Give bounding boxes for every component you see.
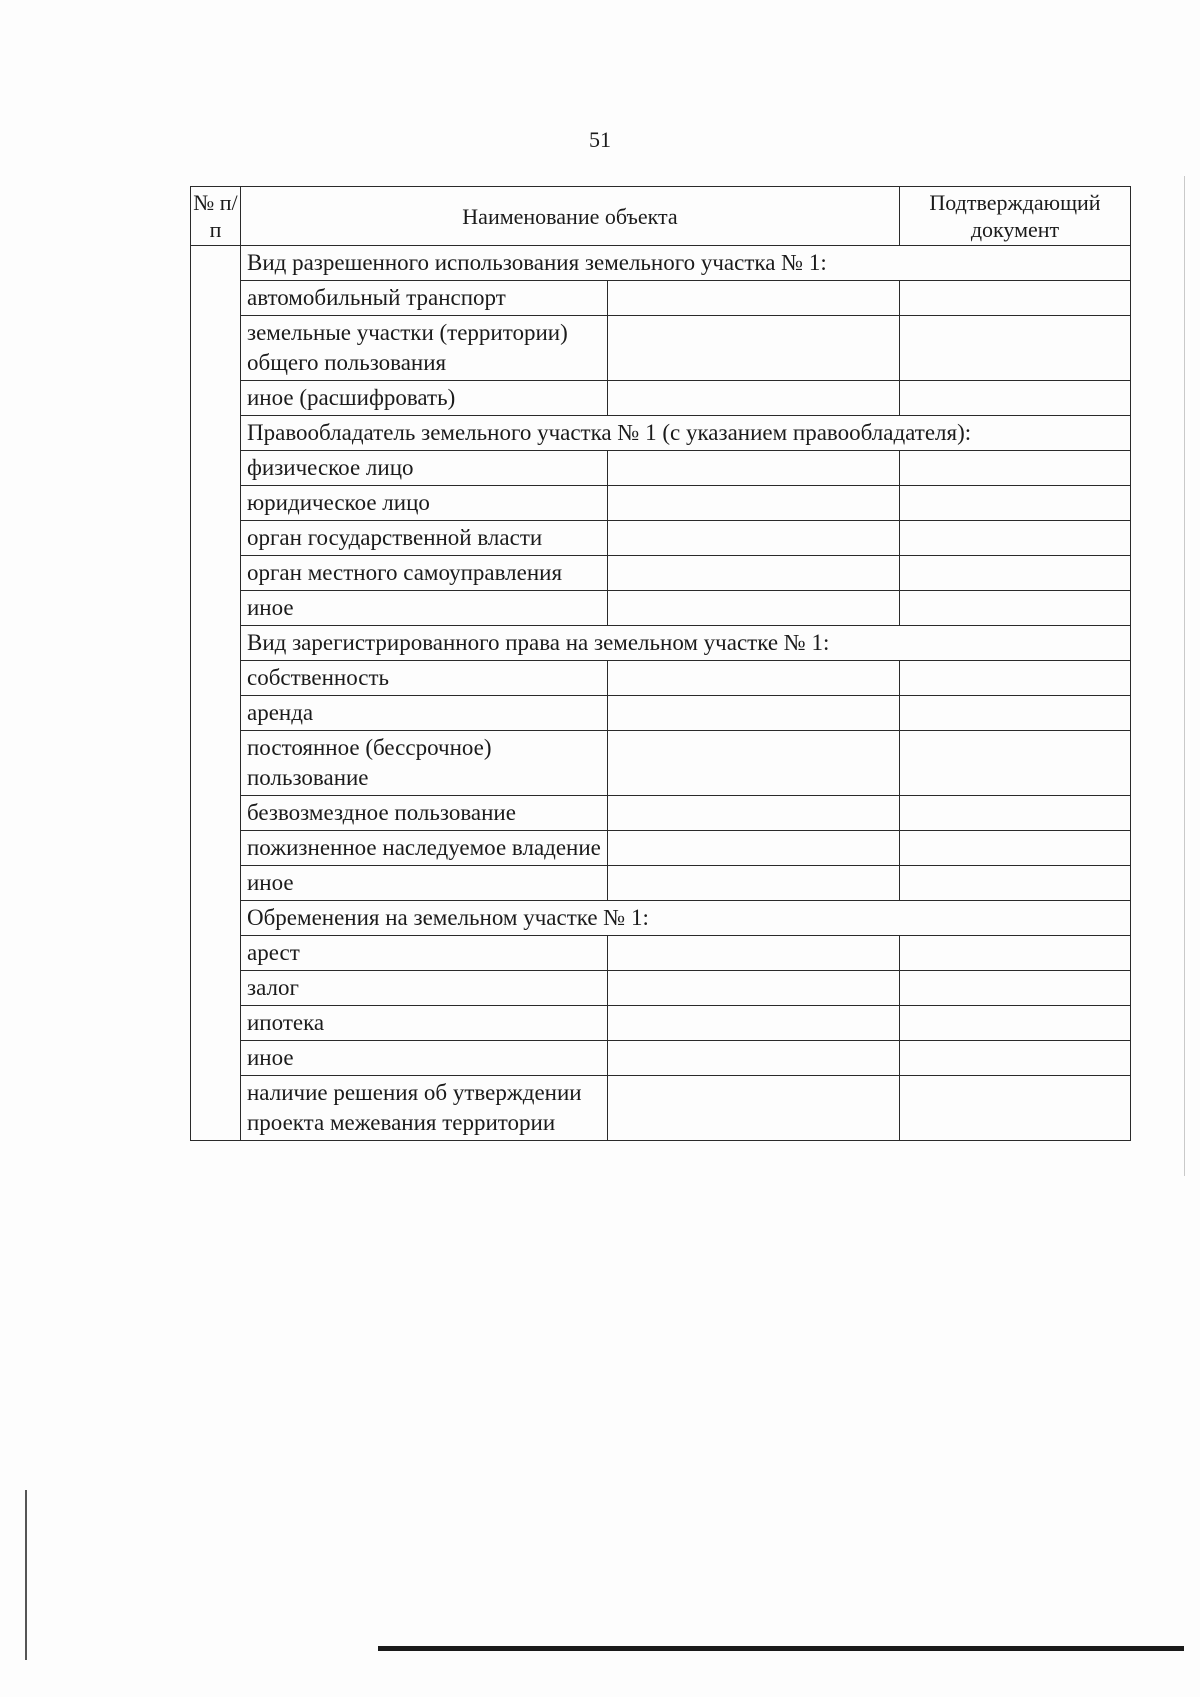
value-cell[interactable] bbox=[608, 486, 900, 521]
section-title: Обременения на земельном участке № 1: bbox=[241, 901, 1131, 936]
value-cell[interactable] bbox=[608, 866, 900, 901]
document-cell[interactable] bbox=[900, 381, 1131, 416]
row-label: арест bbox=[241, 936, 608, 971]
table-row bbox=[191, 451, 1131, 486]
table-row bbox=[191, 696, 1131, 731]
table-row bbox=[191, 591, 1131, 626]
document-cell[interactable] bbox=[900, 1041, 1131, 1076]
section-row bbox=[191, 626, 1131, 661]
value-cell[interactable] bbox=[608, 696, 900, 731]
row-label: иное bbox=[241, 866, 608, 901]
row-label: физическое лицо bbox=[241, 451, 608, 486]
row-label: безвозмездное пользование bbox=[241, 796, 608, 831]
document-cell[interactable] bbox=[900, 661, 1131, 696]
value-cell[interactable] bbox=[608, 731, 900, 796]
document-cell[interactable] bbox=[900, 866, 1131, 901]
table-body bbox=[191, 246, 1131, 1141]
value-cell[interactable] bbox=[608, 1076, 900, 1141]
value-cell[interactable] bbox=[608, 831, 900, 866]
column-header-number: № п/п bbox=[191, 187, 241, 246]
row-label: ипотека bbox=[241, 1006, 608, 1041]
value-cell[interactable] bbox=[608, 281, 900, 316]
value-cell[interactable] bbox=[608, 1041, 900, 1076]
row-label: залог bbox=[241, 971, 608, 1006]
section-row bbox=[191, 246, 1131, 281]
value-cell[interactable] bbox=[608, 521, 900, 556]
row-label: юридическое лицо bbox=[241, 486, 608, 521]
table-row bbox=[191, 381, 1131, 416]
number-cell bbox=[191, 246, 241, 1141]
table-row bbox=[191, 831, 1131, 866]
value-cell[interactable] bbox=[608, 796, 900, 831]
document-cell[interactable] bbox=[900, 1006, 1131, 1041]
row-label: пожизненное наследуемое владение bbox=[241, 831, 608, 866]
column-header-object-name: Наименование объекта bbox=[241, 187, 900, 246]
table-row bbox=[191, 521, 1131, 556]
table-row bbox=[191, 661, 1131, 696]
document-cell[interactable] bbox=[900, 281, 1131, 316]
form-table bbox=[190, 186, 1131, 1141]
document-cell[interactable] bbox=[900, 521, 1131, 556]
document-cell[interactable] bbox=[900, 556, 1131, 591]
row-label: орган государственной власти bbox=[241, 521, 608, 556]
table-row bbox=[191, 796, 1131, 831]
column-header-document: Подтверждающий документ bbox=[900, 187, 1131, 246]
document-cell[interactable] bbox=[900, 316, 1131, 381]
document-cell[interactable] bbox=[900, 796, 1131, 831]
row-label: иное bbox=[241, 1041, 608, 1076]
section-title: Правообладатель земельного участка № 1 (с указанием правообладателя): bbox=[241, 416, 1131, 451]
row-label: иное (расшифровать) bbox=[241, 381, 608, 416]
row-label: аренда bbox=[241, 696, 608, 731]
page-number: 51 bbox=[589, 127, 611, 152]
row-label: автомобильный транспорт bbox=[241, 281, 608, 316]
document-cell[interactable] bbox=[900, 731, 1131, 796]
document-cell[interactable] bbox=[900, 451, 1131, 486]
table-row bbox=[191, 556, 1131, 591]
table-row bbox=[191, 866, 1131, 901]
table-row bbox=[191, 1041, 1131, 1076]
table-row bbox=[191, 486, 1131, 521]
value-cell[interactable] bbox=[608, 381, 900, 416]
document-cell[interactable] bbox=[900, 971, 1131, 1006]
row-label: постоянное (бессрочное) пользование bbox=[241, 731, 608, 796]
document-cell[interactable] bbox=[900, 696, 1131, 731]
table-header-row bbox=[191, 187, 1131, 246]
scan-artifact-line bbox=[378, 1646, 1184, 1651]
row-label: орган местного самоуправления bbox=[241, 556, 608, 591]
table-row bbox=[191, 731, 1131, 796]
section-title: Вид зарегистрированного права на земельном участке № 1: bbox=[241, 626, 1131, 661]
row-label: иное bbox=[241, 591, 608, 626]
value-cell[interactable] bbox=[608, 451, 900, 486]
row-label: собственность bbox=[241, 661, 608, 696]
scan-artifact-line bbox=[1184, 176, 1185, 1176]
value-cell[interactable] bbox=[608, 936, 900, 971]
section-title: Вид разрешенного использования земельного участка № 1: bbox=[241, 246, 1131, 281]
row-label: земельные участки (территории) общего пользования bbox=[241, 316, 608, 381]
value-cell[interactable] bbox=[608, 661, 900, 696]
value-cell[interactable] bbox=[608, 556, 900, 591]
section-row bbox=[191, 901, 1131, 936]
value-cell[interactable] bbox=[608, 971, 900, 1006]
table-row bbox=[191, 936, 1131, 971]
value-cell[interactable] bbox=[608, 1006, 900, 1041]
scan-artifact-line bbox=[25, 1490, 27, 1660]
table-row bbox=[191, 1076, 1131, 1141]
table-row bbox=[191, 281, 1131, 316]
document-cell[interactable] bbox=[900, 1076, 1131, 1141]
document-cell[interactable] bbox=[900, 936, 1131, 971]
value-cell[interactable] bbox=[608, 316, 900, 381]
section-row bbox=[191, 416, 1131, 451]
document-cell[interactable] bbox=[900, 486, 1131, 521]
document-cell[interactable] bbox=[900, 591, 1131, 626]
document-cell[interactable] bbox=[900, 831, 1131, 866]
table-row bbox=[191, 316, 1131, 381]
row-label: наличие решения об утверждении проекта межевания территории bbox=[241, 1076, 608, 1141]
table-row bbox=[191, 1006, 1131, 1041]
value-cell[interactable] bbox=[608, 591, 900, 626]
table-row bbox=[191, 971, 1131, 1006]
